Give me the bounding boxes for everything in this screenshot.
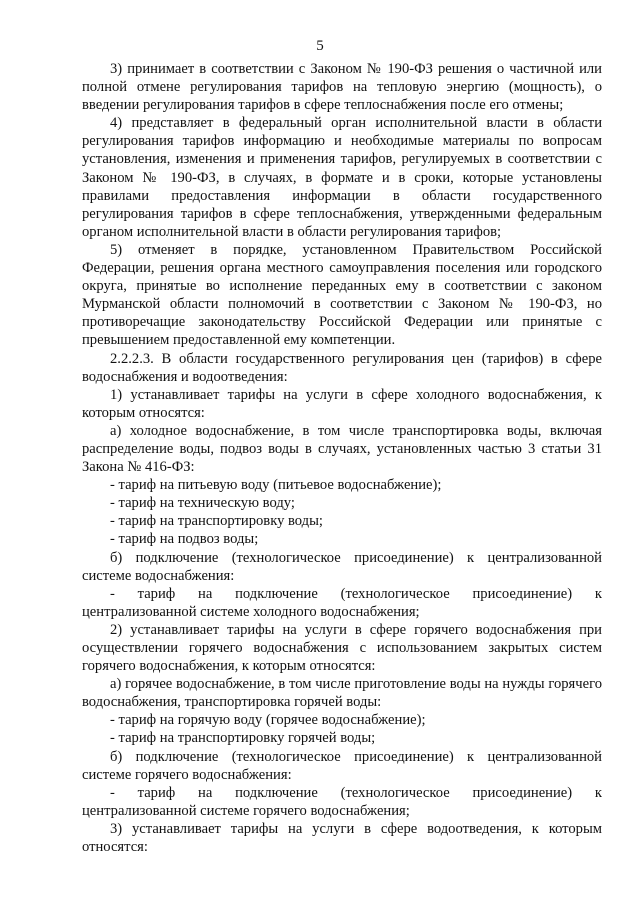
- list-item-hot-connection: - тариф на подключение (технологическое присоединение) к централизованной системе горячего водоснабжения;: [82, 784, 602, 819]
- paragraph-cancel-decisions: 5) отменяет в порядке, установленном Правительством Российской Федерации, решения органа местного самоуправления поселения или городского округа, принятые во исполнение переданных ему в соответствии с законом Мурманской области полномочий в соответствии с Законом № 190-ФЗ, но противоречащие законодательству Российской Федерации или принятые с превышением предоставленной ему компетенции.: [82, 241, 602, 349]
- list-item-drinking-water: - тариф на питьевую воду (питьевое водоснабжение);: [110, 477, 442, 494]
- list-item-hot-water-transport: - тариф на транспортировку горячей воды;: [110, 730, 376, 747]
- paragraph-heat-tariff-cancel: 3) принимает в соответствии с Законом № 190-ФЗ решения о частичной или полной отмене регулирования тарифов на тепловую энергию (мощность), о введении регулирования тарифов в сфере теплоснабжения после его отмены;: [82, 61, 602, 114]
- paragraph-federal-info: 4) представляет в федеральный орган исполнительной власти в области регулирования тарифов информацию и необходимые материалы по вопросам установления, изменения и применения тарифов, регулируемых в соответствии с Законом № 190-ФЗ, в случаях, в формате и в сроки, которые установлены правилами предоставления информации в области государственного регулирования тарифов в сфере теплоснабжения, утвержденными федеральным органом исполнительной власти в области регулирования тарифов;: [82, 115, 602, 240]
- paragraph-hot-water-supply: а) горячее водоснабжение, в том числе приготовление воды на нужды горячего водоснабжения, транспортировка горячей воды:: [82, 676, 602, 711]
- list-item-cold-connection: - тариф на подключение (технологическое присоединение) к централизованной системе холодного водоснабжения;: [82, 585, 602, 620]
- page-number: 5: [316, 38, 324, 54]
- paragraph-connection-water: б) подключение (технологическое присоединение) к централизованной системе водоснабжения:: [82, 549, 602, 584]
- list-item-water-transport: - тариф на транспортировку воды;: [110, 513, 323, 530]
- list-item-technical-water: - тариф на техническую воду;: [110, 495, 295, 512]
- list-item-water-delivery: - тариф на подвоз воды;: [110, 531, 259, 548]
- section-heading-water: 2.2.2.3. В области государственного регулирования цен (тарифов) в сфере водоснабжения и водоотведения:: [82, 350, 602, 385]
- paragraph-cold-water-supply: а) холодное водоснабжение, в том числе транспортировка воды, включая распределение воды, подвоз воды в случаях, установленных частью 3 статьи 31 Закона № 416-ФЗ:: [82, 422, 602, 476]
- document-body: [82, 60, 602, 856]
- paragraph-hot-connection: б) подключение (технологическое присоединение) к централизованной системе горячего водоснабжения:: [82, 748, 602, 783]
- paragraph-hot-water: 2) устанавливает тарифы на услуги в сфере горячего водоснабжения при осуществлении горячего водоснабжения с использованием закрытых систем горячего водоснабжения, к которым относятся:: [82, 621, 602, 675]
- list-item-hot-water: - тариф на горячую воду (горячее водоснабжение);: [110, 712, 426, 729]
- paragraph-wastewater: 3) устанавливает тарифы на услуги в сфере водоотведения, к которым относятся:: [82, 820, 602, 856]
- paragraph-cold-water: 1) устанавливает тарифы на услуги в сфере холодного водоснабжения, к которым относятся:: [82, 386, 602, 421]
